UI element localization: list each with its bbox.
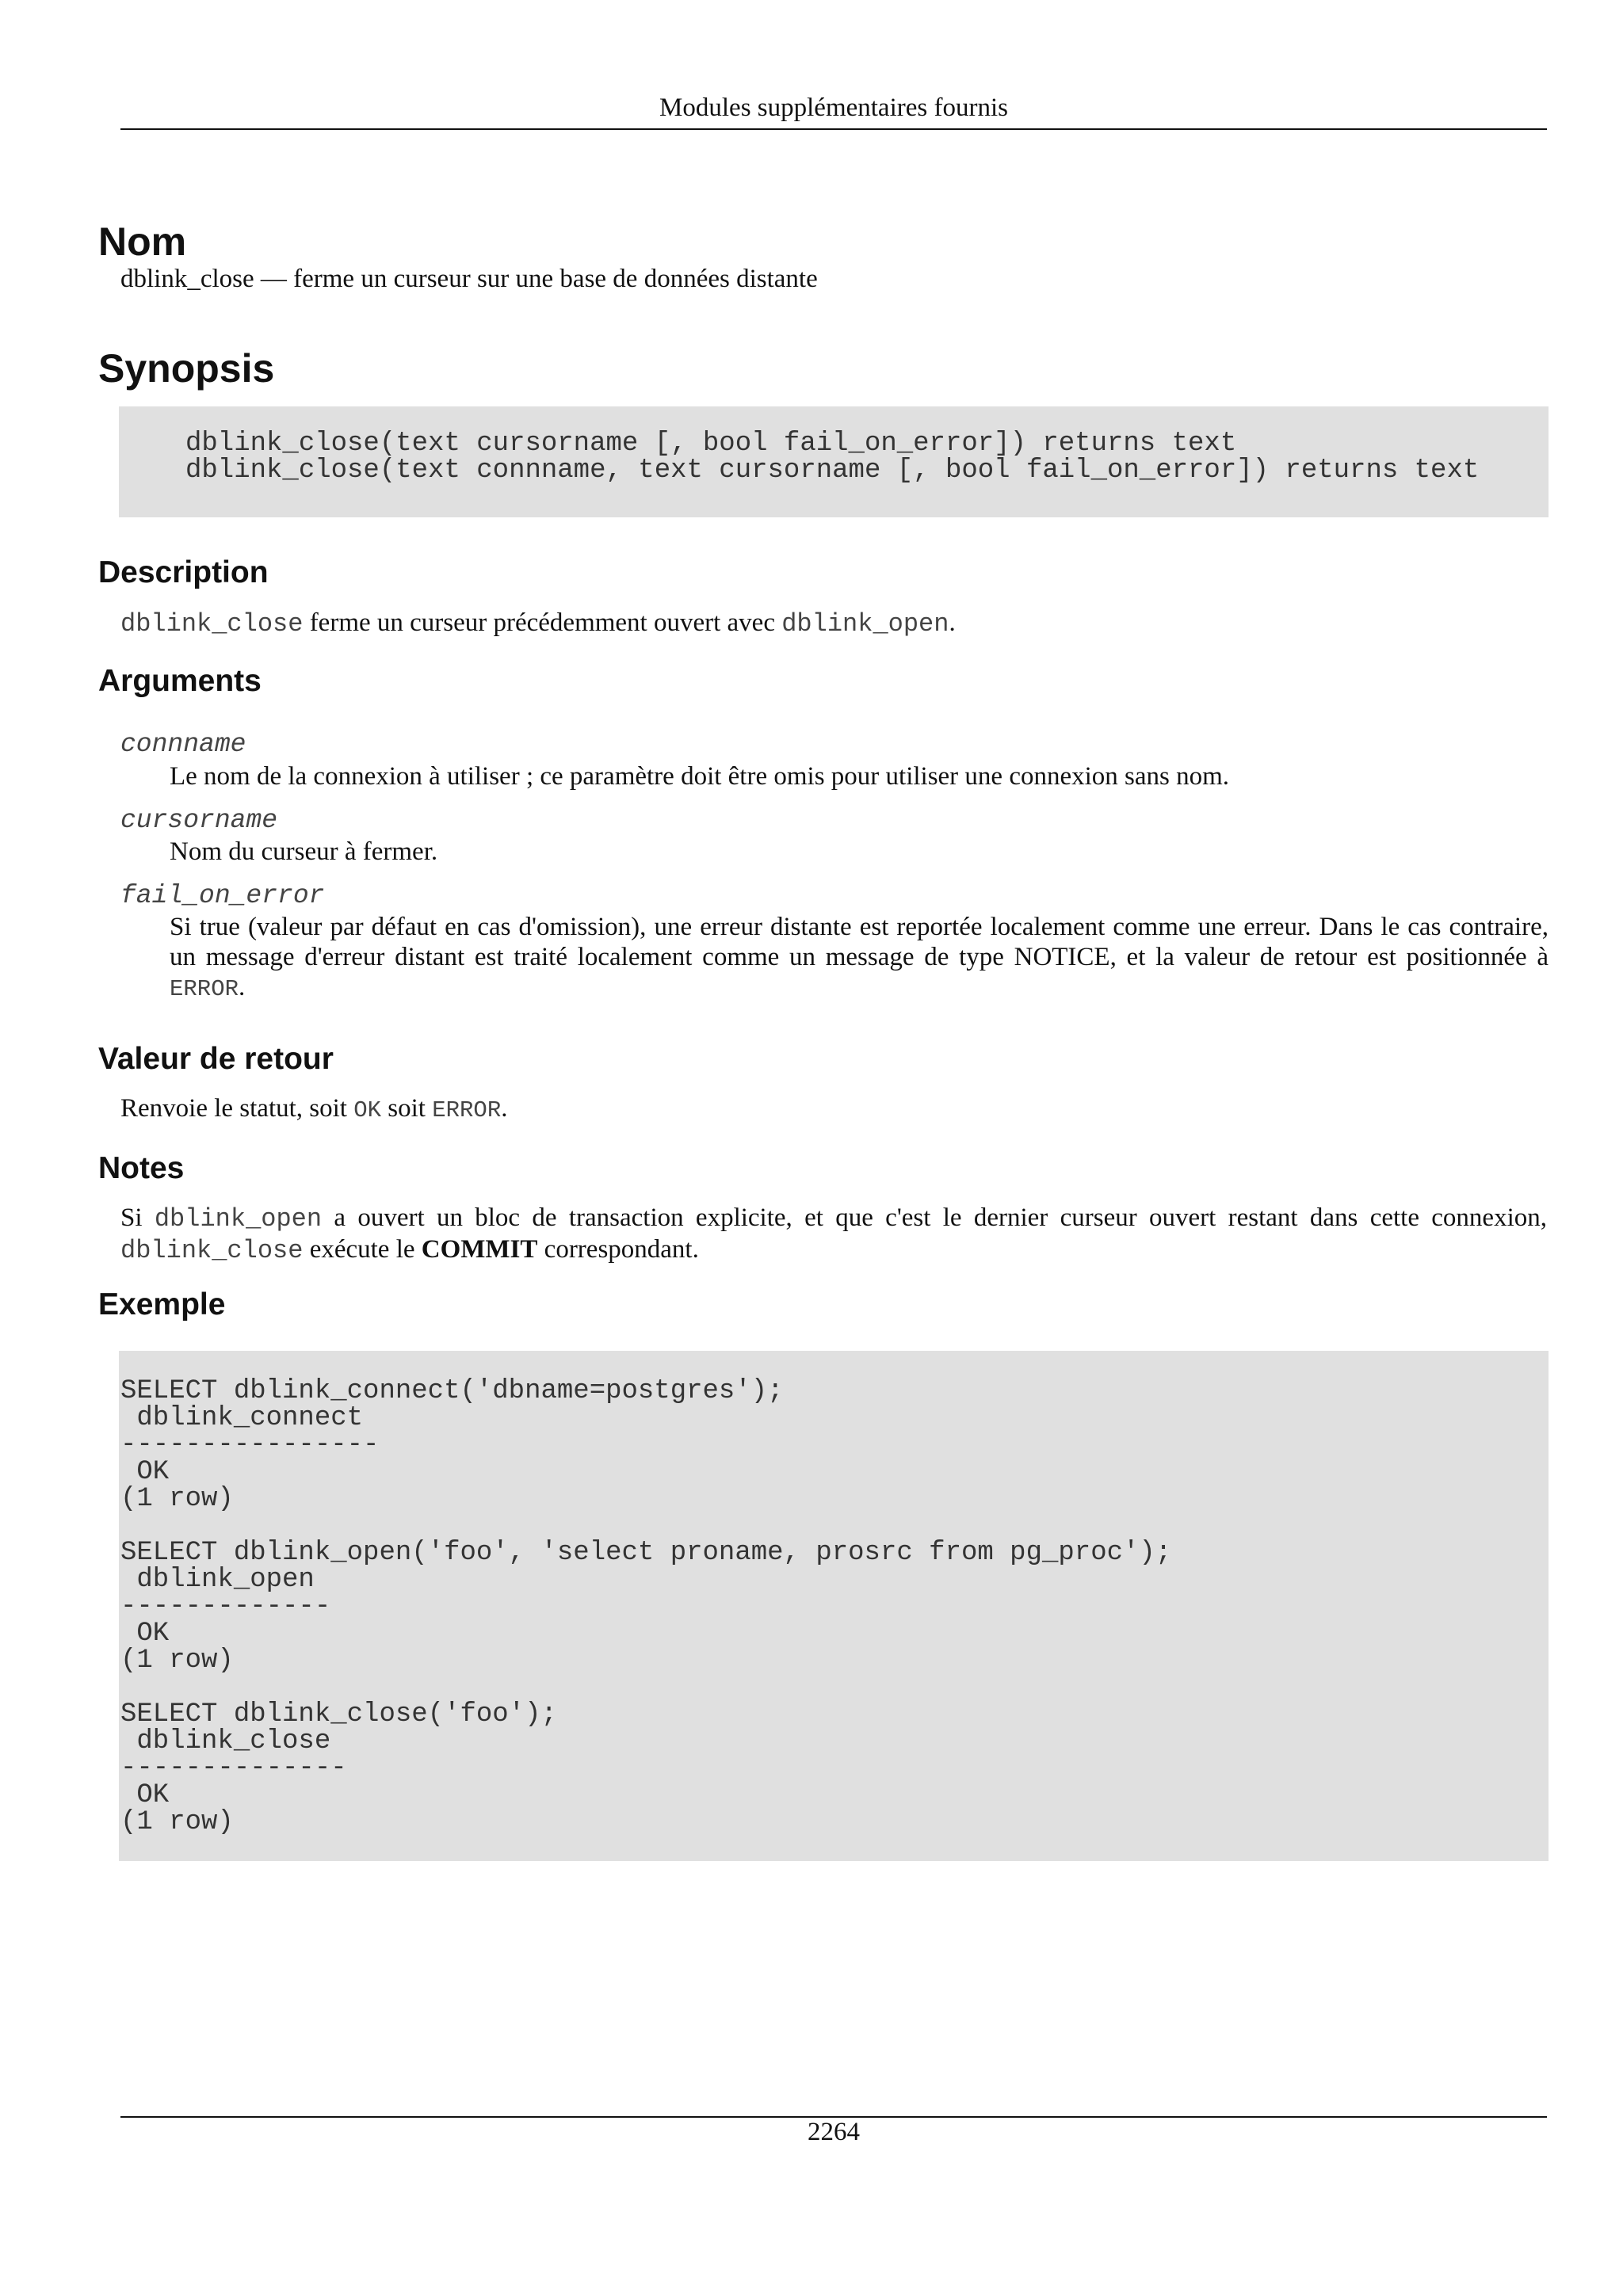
retour-ok: OK xyxy=(353,1097,382,1123)
fn-dblink-open: dblink_open xyxy=(781,609,949,639)
retour-mid: soit xyxy=(381,1094,433,1123)
notes-commit: COMMIT xyxy=(421,1235,538,1264)
synopsis-block xyxy=(119,406,1549,517)
page-number: 2264 xyxy=(808,2118,860,2146)
arg-term-connname: connname xyxy=(120,730,246,759)
heading-description: Description xyxy=(98,555,269,589)
fn-dblink-close: dblink_close xyxy=(120,609,304,639)
heading-notes: Notes xyxy=(98,1151,185,1185)
retour-error: ERROR xyxy=(432,1097,502,1123)
nom-text: dblink_close — ferme un curseur sur une base de données distante xyxy=(120,265,818,293)
arg-term-cursorname: cursorname xyxy=(120,806,278,835)
notes-t4: correspondant. xyxy=(537,1235,699,1264)
notes-text xyxy=(120,1203,1547,1266)
arg-desc-error-code: ERROR xyxy=(170,976,239,1002)
heading-nom: Nom xyxy=(98,219,187,264)
description-end: . xyxy=(949,608,956,637)
heading-exemple: Exemple xyxy=(98,1287,226,1322)
description-text xyxy=(120,608,956,639)
synopsis-code: dblink_close(text cursorname [, bool fail_on_error]) returns text dblink_close(text connname, text cursorname [, bool fail_on_error]) returns text xyxy=(185,429,1480,486)
description-mid: ferme un curseur précédemment ouvert avec xyxy=(303,608,782,637)
notes-fn-open: dblink_open xyxy=(154,1204,323,1234)
arg-desc-cursorname: Nom du curseur à fermer. xyxy=(170,837,438,866)
arg-desc-fail-on-error xyxy=(170,912,1549,1005)
arg-desc-fail-text: Si true (valeur par défaut en cas d'omission), une erreur distante est reportée localement comme une erreur. Dans le cas contraire, un message d'erreur distant est traité localement comme un message de type NOTICE, et la valeur de retour est positionnée à xyxy=(170,913,1549,971)
arg-desc-fail-end: . xyxy=(239,973,246,1001)
arg-desc-connname: Le nom de la connexion à utiliser ; ce paramètre doit être omis pour utiliser une connexion sans nom. xyxy=(170,762,1230,791)
retour-start: Renvoie le statut, soit xyxy=(120,1094,354,1123)
notes-t2: a ouvert un bloc de transaction explicite, et que c'est le dernier curseur ouvert restant dans cette connexion, xyxy=(322,1203,1548,1232)
retour-end: . xyxy=(501,1094,508,1123)
example-code: SELECT dblink_connect('dbname=postgres'); dblink_connect ---------------- OK (1 row) SELECT dblink_open('foo', 'select proname, prosrc from pg_proc'); dblink_open ------------- OK (1 row) SELECT dblink_close('foo'); dblink_close -------------- OK (1 row) xyxy=(120,1376,1172,1837)
arg-term-fail-on-error: fail_on_error xyxy=(120,881,325,910)
example-block xyxy=(119,1351,1549,1861)
heading-arguments: Arguments xyxy=(98,664,262,698)
header-rule xyxy=(120,128,1547,130)
notes-fn-close: dblink_close xyxy=(120,1236,304,1265)
notes-t1: Si xyxy=(120,1203,155,1232)
notes-t3: exécute le xyxy=(303,1235,422,1264)
running-header: Modules supplémentaires fournis xyxy=(659,93,1008,122)
retour-text xyxy=(120,1093,507,1126)
heading-synopsis: Synopsis xyxy=(98,346,275,391)
heading-valeur-retour: Valeur de retour xyxy=(98,1042,334,1076)
